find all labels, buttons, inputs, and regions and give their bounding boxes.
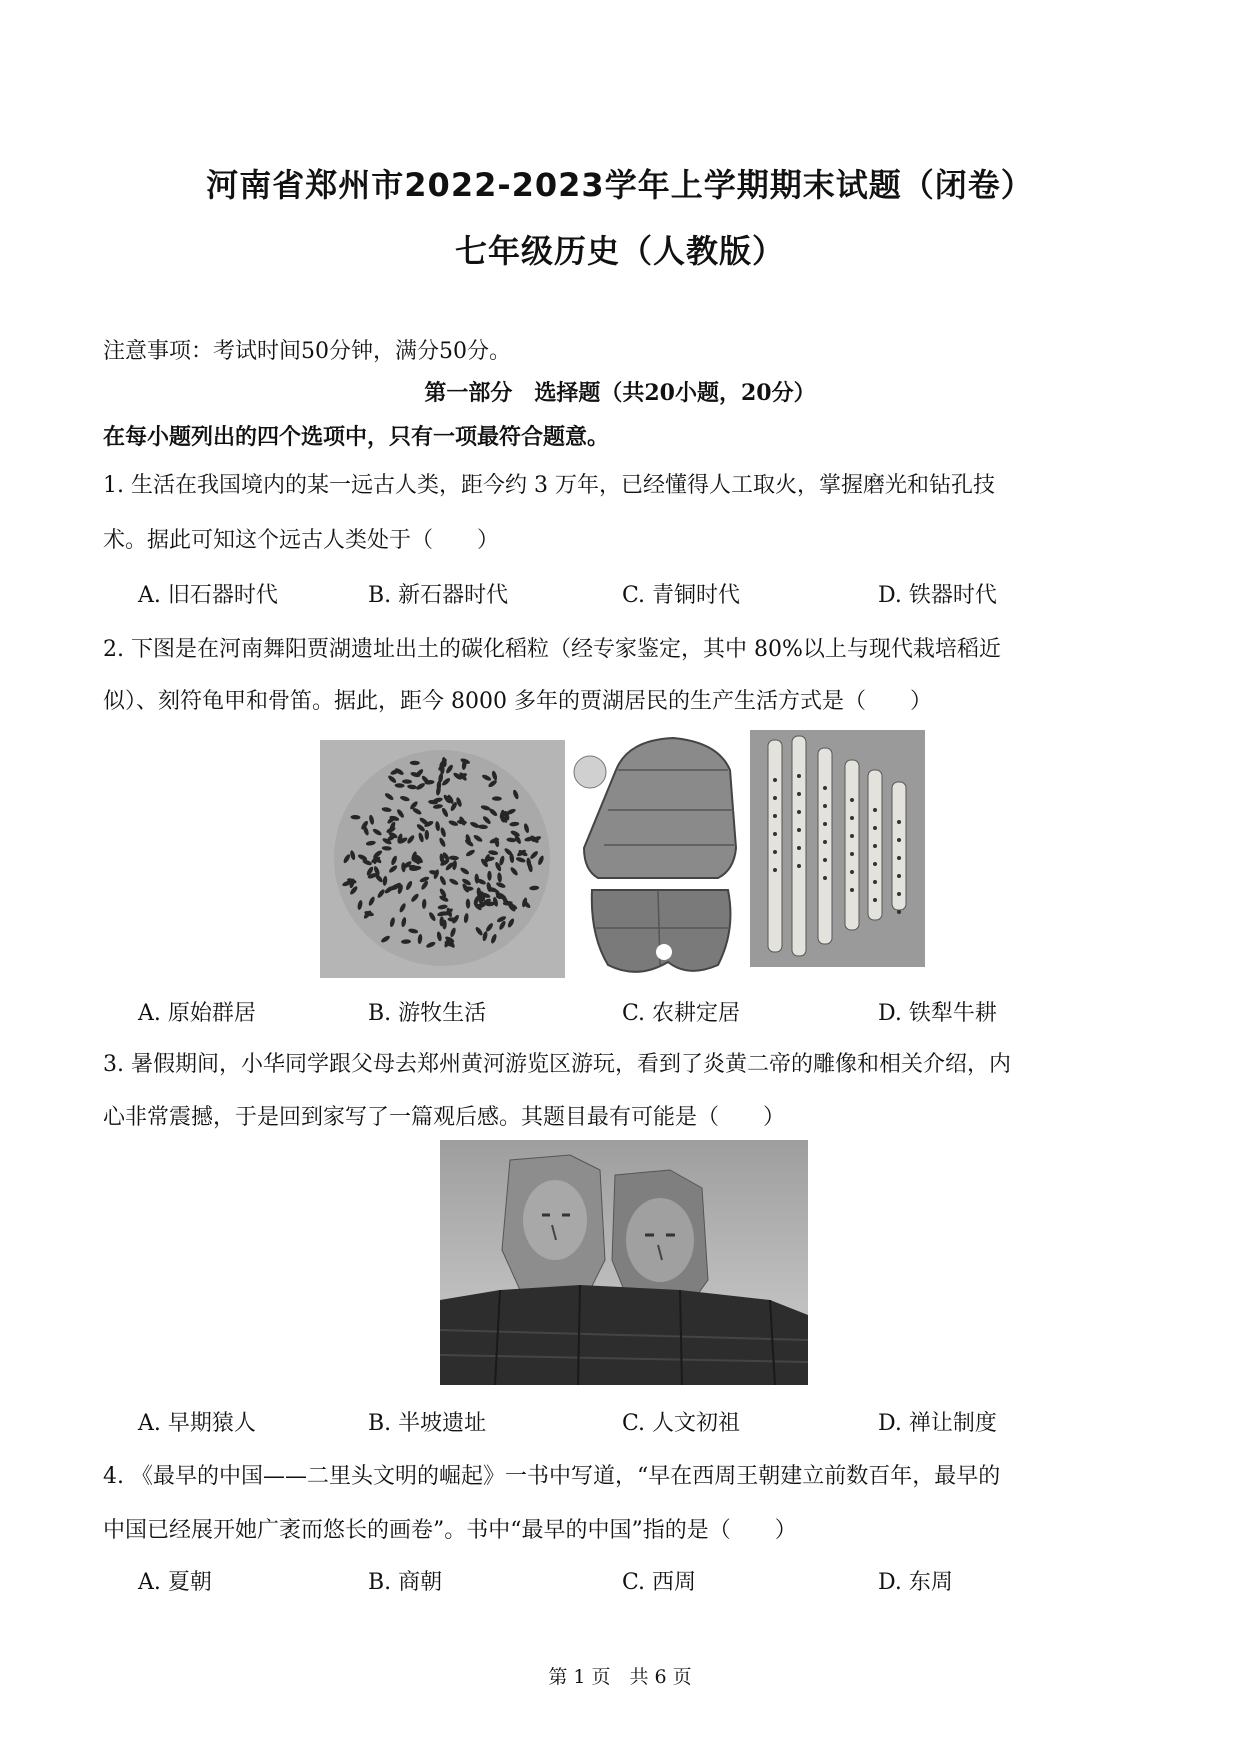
question-4-line-1: 4. 《最早的中国——二里头文明的崛起》一书中写道，“早在西周王朝建立前数百年，最早的 <box>103 1464 1001 1489</box>
question-4-option-b[interactable]: B. 商朝 <box>368 1570 443 1595</box>
question-2-option-b[interactable]: B. 游牧生活 <box>368 1001 487 1026</box>
page-footer: 第 1 页 共 6 页 <box>548 1666 692 1688</box>
bone-flute-image <box>750 730 925 967</box>
exam-title: 河南省郑州市2022-2023学年上学期期末试题（闭卷） <box>206 166 1034 204</box>
question-1-option-a[interactable]: A. 旧石器时代 <box>138 583 278 608</box>
question-1-line-1: 1. 生活在我国境内的某一远古人类，距今约 3 万年，已经懂得人工取火，掌握磨光和钻孔技 <box>103 473 995 498</box>
section-heading: 第一部分 选择题（共20小题，20分） <box>424 380 816 406</box>
question-3-option-c[interactable]: C. 人文初祖 <box>622 1411 741 1436</box>
question-1-line-2: 术。据此可知这个远古人类处于（ ） <box>103 528 500 553</box>
question-3-option-a[interactable]: A. 早期猿人 <box>138 1411 256 1436</box>
question-2-line-2: 似）、刻符龟甲和骨笛。据此，距今 8000 多年的贾湖居民的生产生活方式是（ ） <box>103 689 932 714</box>
question-1-option-b[interactable]: B. 新石器时代 <box>368 583 509 608</box>
question-2-line-1: 2. 下图是在河南舞阳贾湖遗址出土的碳化稻粒（经专家鉴定，其中 80%以上与现代栽培稻近 <box>103 637 1001 662</box>
question-3-line-2: 心非常震撼，于是回到家写了一篇观后感。其题目最有可能是（ ） <box>103 1105 786 1130</box>
question-4-option-d[interactable]: D. 东周 <box>878 1570 953 1595</box>
question-3-option-b[interactable]: B. 半坡遗址 <box>368 1411 487 1436</box>
yan-huang-sculpture-image <box>440 1140 808 1385</box>
question-4-option-a[interactable]: A. 夏朝 <box>138 1570 212 1595</box>
question-3-line-1: 3. 暑假期间，小华同学跟父母去郑州黄河游览区游玩，看到了炎黄二帝的雕像和相关介绍，内 <box>103 1052 1011 1077</box>
question-2-option-d[interactable]: D. 铁犁牛耕 <box>878 1001 997 1026</box>
notice-text: 注意事项：考试时间50分钟，满分50分。 <box>103 339 511 364</box>
exam-subtitle: 七年级历史（人教版） <box>454 232 785 270</box>
question-2-option-a[interactable]: A. 原始群居 <box>138 1001 256 1026</box>
engraved-tortoise-shell-image <box>568 730 746 985</box>
carbonized-rice-image <box>320 740 565 978</box>
section-instruction: 在每小题列出的四个选项中，只有一项最符合题意。 <box>103 424 610 450</box>
question-3-option-d[interactable]: D. 禅让制度 <box>878 1411 997 1436</box>
question-2-option-c[interactable]: C. 农耕定居 <box>622 1001 741 1026</box>
question-4-option-c[interactable]: C. 西周 <box>622 1570 697 1595</box>
question-4-line-2: 中国已经展开她广袤而悠长的画卷”。书中“最早的中国”指的是（ ） <box>103 1518 797 1543</box>
question-1-option-d[interactable]: D. 铁器时代 <box>878 583 997 608</box>
question-1-option-c[interactable]: C. 青铜时代 <box>622 583 741 608</box>
